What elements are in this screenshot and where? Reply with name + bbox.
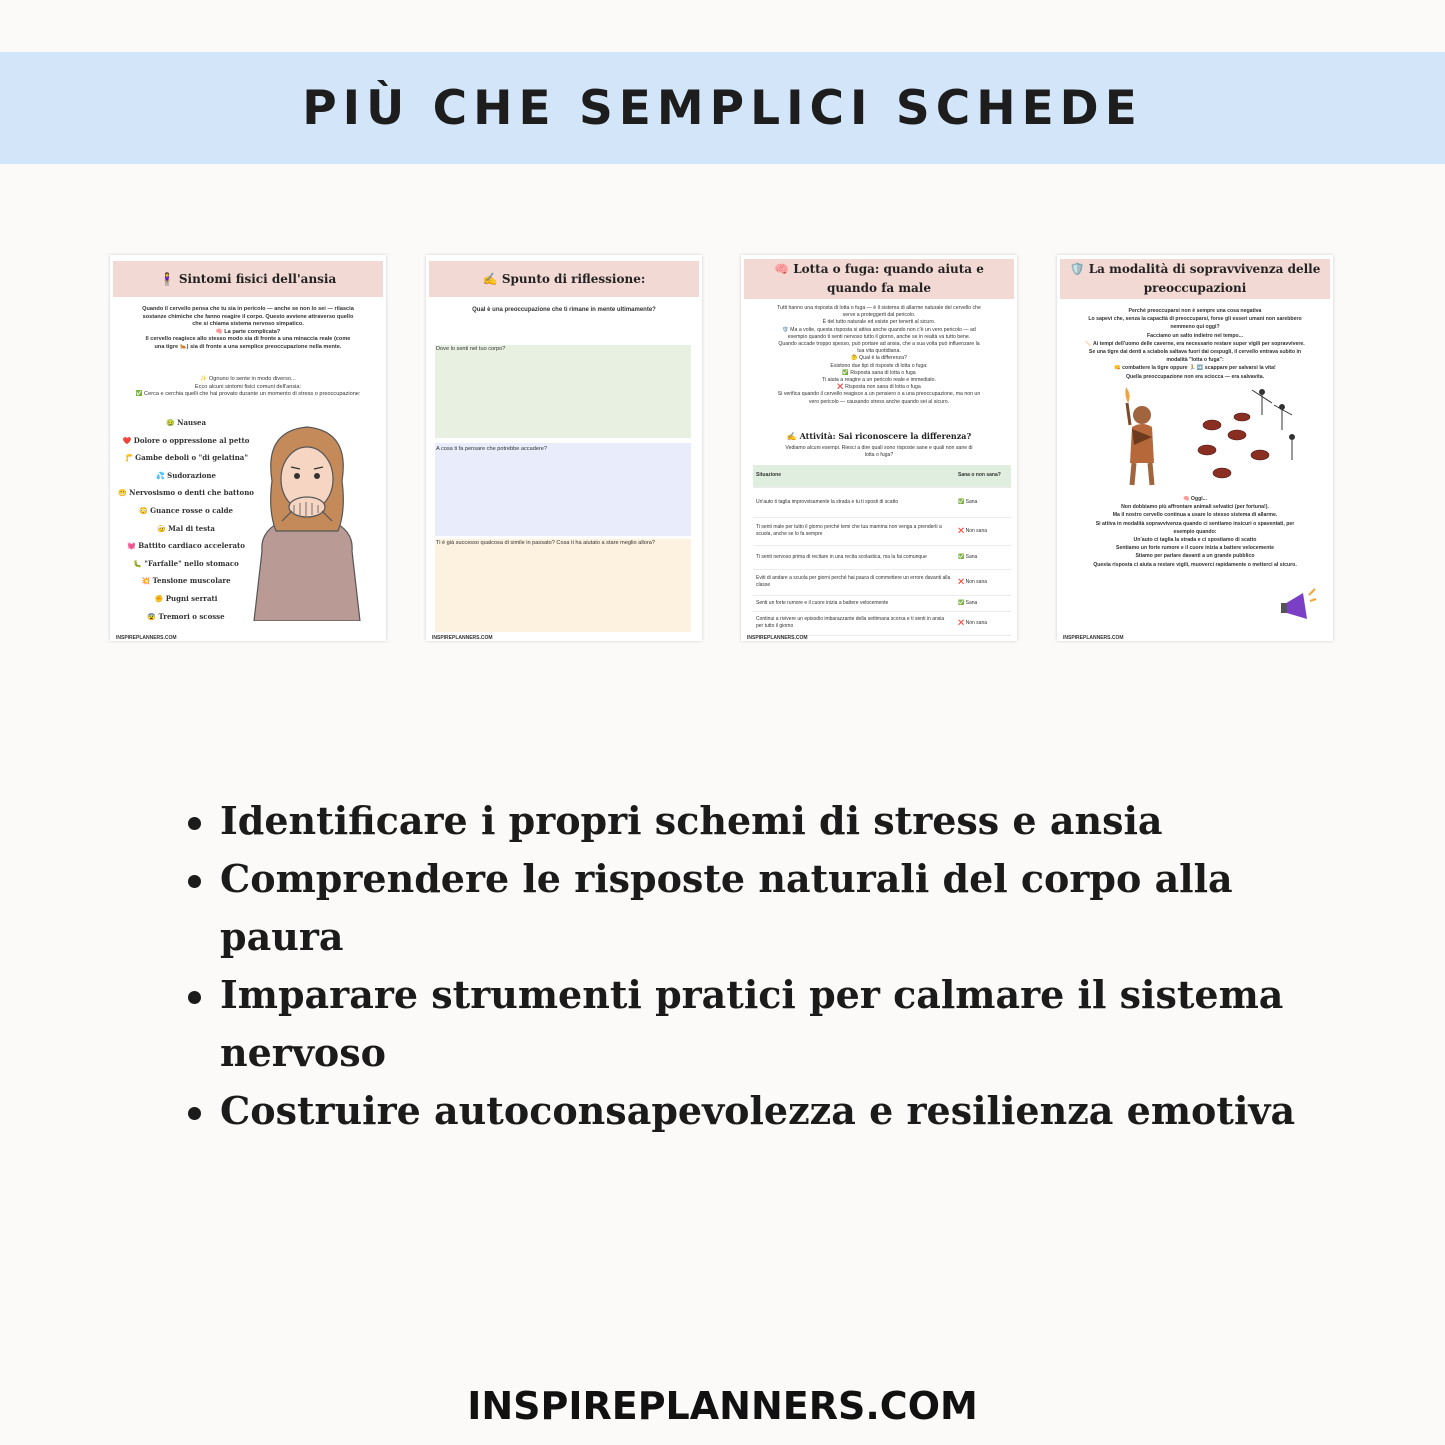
situations-table xyxy=(753,465,1011,636)
worksheet-intro: Tutti hanno una risposta di lotta o fuga — è il sistema di allarme naturale del cervello che serve a proteggerti dal pericolo. È del tutto naturale ed esiste per tenerti al sicuro. 🛡️ Ma a volte, questa risposta si attiva anche quando non c'è un vero pericolo — ad esempio quando ti senti nervoso tutto il giorno, anche se in realtà va tutto bene. Quando accade troppo spesso, può portare ad ansia, che a sua volta può influenzare la tua vita quotidiana. 🤔 Qual è la differenza? Esistono due tipi di risposte di lotta o fuga: ✅ Risposta sana di lotta o fuga Ti aiuta a reagire a un pericolo reale e immediato. ❌ Risposta non sana di lotta o fuga Si verifica quando il cervello reagisce a un pensiero o a una preoccupazione, ma non un vero pericolo — causando stress anche quando sei al sicuro. xyxy=(777,305,981,405)
list-item: Comprendere le risposte naturali del corpo alla paura xyxy=(182,850,1302,966)
reflection-box-body[interactable] xyxy=(435,345,691,438)
worksheet-footer: INSPIREPLANNERS.COM xyxy=(1063,635,1124,641)
worksheet-footer: INSPIREPLANNERS.COM xyxy=(747,635,808,641)
worksheet-outro: 🧠 Oggi... Non dobbiamo più affrontare animali selvatici (per fortuna!). Ma il nostro cervello continua a usare lo stesso sistema di allarme. Si attiva in modalità sopravvivenza quando ci sentiamo insicuri o spaventati, per esempio quando: Un'auto ci taglia la strada e ci spostiamo di scatto Sentiamo un forte rumore e il cuore inizia a battere velocemente Stiamo per parlare davanti a un grande pubblico Questa risposta ci aiuta a restare vigili, muoverci rapidamente o metterci al sicuro. xyxy=(1093,496,1297,568)
list-item: Imparare strumenti pratici per calmare il sistema nervoso xyxy=(182,966,1302,1082)
page-title: PIÙ CHE SEMPLICI SCHEDE xyxy=(302,80,1143,136)
bullet-icon xyxy=(188,817,201,830)
worksheet-intro: Quando il cervello pensa che tu sia in pericolo — anche se non lo sei — rilascia sostanze chimiche che fanno reagire il corpo. Questo avviene attraverso quello che si chiama sistema nervoso simpatico. 🧠 La parte complicata? Il cervello reagisce allo stesso modo sia di fronte a una minaccia reale (come una tigre 🐅) sia di fronte a una semplice preoccupazione nella mente. xyxy=(142,306,354,350)
worksheet-intro: Perché preoccuparsi non è sempre una cosa negativa Lo sapevi che, senza la capacità di preoccuparsi, forse gli esseri umani non sarebbero nemmeno qui oggi? Facciamo un salto indietro nel tempo... 🦴 Ai tempi dell'uomo delle caverne, era necessario restare super vigili per sopravvivere. Se una tigre dai denti a sciabola saltava fuori dai cespugli, il cervello entrava subito in modalità "lotta o fuga": 👊 combattere la tigre oppure 🏃 ➡️ scappare per salvarsi la vita! Quella preoccupazione non era sciocca — era salvavita. xyxy=(1085,308,1305,380)
symptom-item: 😬 Nervosismo o denti che battono xyxy=(118,488,254,498)
reflection-box-label: Dove lo senti nel tuo corpo? xyxy=(436,346,506,352)
table-row: Continui a rivivere un episodio imbarazzante della settimana scorsa e ti senti in ansia per tutto il giorno ❌ Non sana xyxy=(753,611,1011,635)
megaphone-icon xyxy=(1277,585,1317,625)
reflection-box-label: Ti è già successo qualcosa di simile in passato? Cosa ti ha aiutato a stare meglio allora? xyxy=(436,540,655,546)
reflection-box-future[interactable] xyxy=(435,443,691,536)
bullet-icon xyxy=(188,1107,201,1120)
activity-title: ✍️ Attività: Sai riconoscere la differenza? xyxy=(786,431,972,441)
worksheet-preview-reflection[interactable] xyxy=(426,255,702,641)
symptom-item: 🤕 Mal di testa xyxy=(157,523,215,533)
reflection-box-label: A cosa ti fa pensare che potrebbe accadere? xyxy=(436,446,548,452)
symptom-item: 🤢 Nausea xyxy=(165,418,207,427)
worksheet-footer: INSPIREPLANNERS.COM xyxy=(116,635,177,641)
symptom-item: 💓 Battito cardiaco accelerato xyxy=(127,541,245,551)
symptom-item: 😨 Tremori o scosse xyxy=(147,611,225,621)
symptom-item: 💥 Tensione muscolare xyxy=(141,576,231,586)
table-row: Ti senti male per tutto il giorno perché temi che tua mamma non venga a prenderti a scuola, anche se lo fa sempre ❌ Non sana xyxy=(753,517,1011,545)
reflection-question: Qual è una preoccupazione che ti rimane in mente ultimamente? xyxy=(472,307,656,313)
symptom-list xyxy=(116,418,256,629)
symptom-item: 😳 Guance rosse o calde xyxy=(138,505,234,515)
list-item: Identificare i propri schemi di stress e ansia xyxy=(182,792,1302,850)
activity-intro: Vediamo alcuni esempi. Riesci a dire quali sono risposte sane e quali non sane di lotta o fuga? xyxy=(785,445,973,458)
table-header: Situazione xyxy=(753,465,955,487)
symptom-item: 💦 Sudorazione xyxy=(156,470,216,480)
worksheet-preview-fight-or-flight[interactable] xyxy=(741,255,1017,641)
worksheet-title: ✍️ Spunto di riflessione: xyxy=(429,261,699,297)
worksheet-title: 🧍‍♀️ Sintomi fisici dell'ansia xyxy=(113,261,383,297)
worksheet-instructions: ✨ Ognuno lo sente in modo diverso... Ecco alcuni sintomi fisici comuni dell'ansia: ✅ Cerca e cerchia quelli che hai provato durante un momento di stress o preoccupazione: xyxy=(135,376,361,398)
caveman-hunt-illustration xyxy=(1112,385,1302,495)
worksheet-title: 🛡️ La modalità di sopravvivenza delle preoccupazioni xyxy=(1060,259,1330,299)
worksheet-preview-physical-symptoms[interactable] xyxy=(110,255,386,641)
table-row: Senti un forte rumore e il cuore inizia a battere velocemente ✅ Sana xyxy=(753,595,1011,611)
table-row: Ti senti nervoso prima di recitare in una recita scolastica, ma la fai comunque ✅ Sana xyxy=(753,545,1011,569)
table-header: Sana o non sana? xyxy=(955,465,1011,487)
benefits-list xyxy=(182,792,1302,1140)
worksheet-title: 🧠 Lotta o fuga: quando aiuta e quando fa male xyxy=(744,259,1014,299)
table-row: Un'auto ti taglia improvvisamente la strada e tu ti sposti di scatto ✅ Sana xyxy=(753,487,1011,517)
header-banner xyxy=(0,52,1445,164)
bullet-icon xyxy=(188,991,201,1004)
worksheet-footer: INSPIREPLANNERS.COM xyxy=(432,635,493,641)
table-row: Eviti di andare a scuola per giorni perché hai paura di commettere un errore davanti alla classe ❌ Non sana xyxy=(753,569,1011,595)
symptom-item: ✊ Pugni serrati xyxy=(154,593,218,603)
anxious-woman-illustration xyxy=(242,421,372,621)
website-link[interactable]: INSPIREPLANNERS.COM xyxy=(467,1384,978,1428)
symptom-item: ❤️ Dolore o oppressione al petto xyxy=(122,435,250,445)
list-item: Costruire autoconsapevolezza e resilienza emotiva xyxy=(182,1082,1302,1140)
symptom-item: 🦵 Gambe deboli o "di gelatina" xyxy=(124,453,248,463)
worksheet-preview-survival-mode[interactable] xyxy=(1057,255,1333,641)
symptom-item: 🐛 "Farfalle" nello stomaco xyxy=(133,558,239,568)
bullet-icon xyxy=(188,875,201,888)
reflection-box-past[interactable] xyxy=(435,539,691,632)
